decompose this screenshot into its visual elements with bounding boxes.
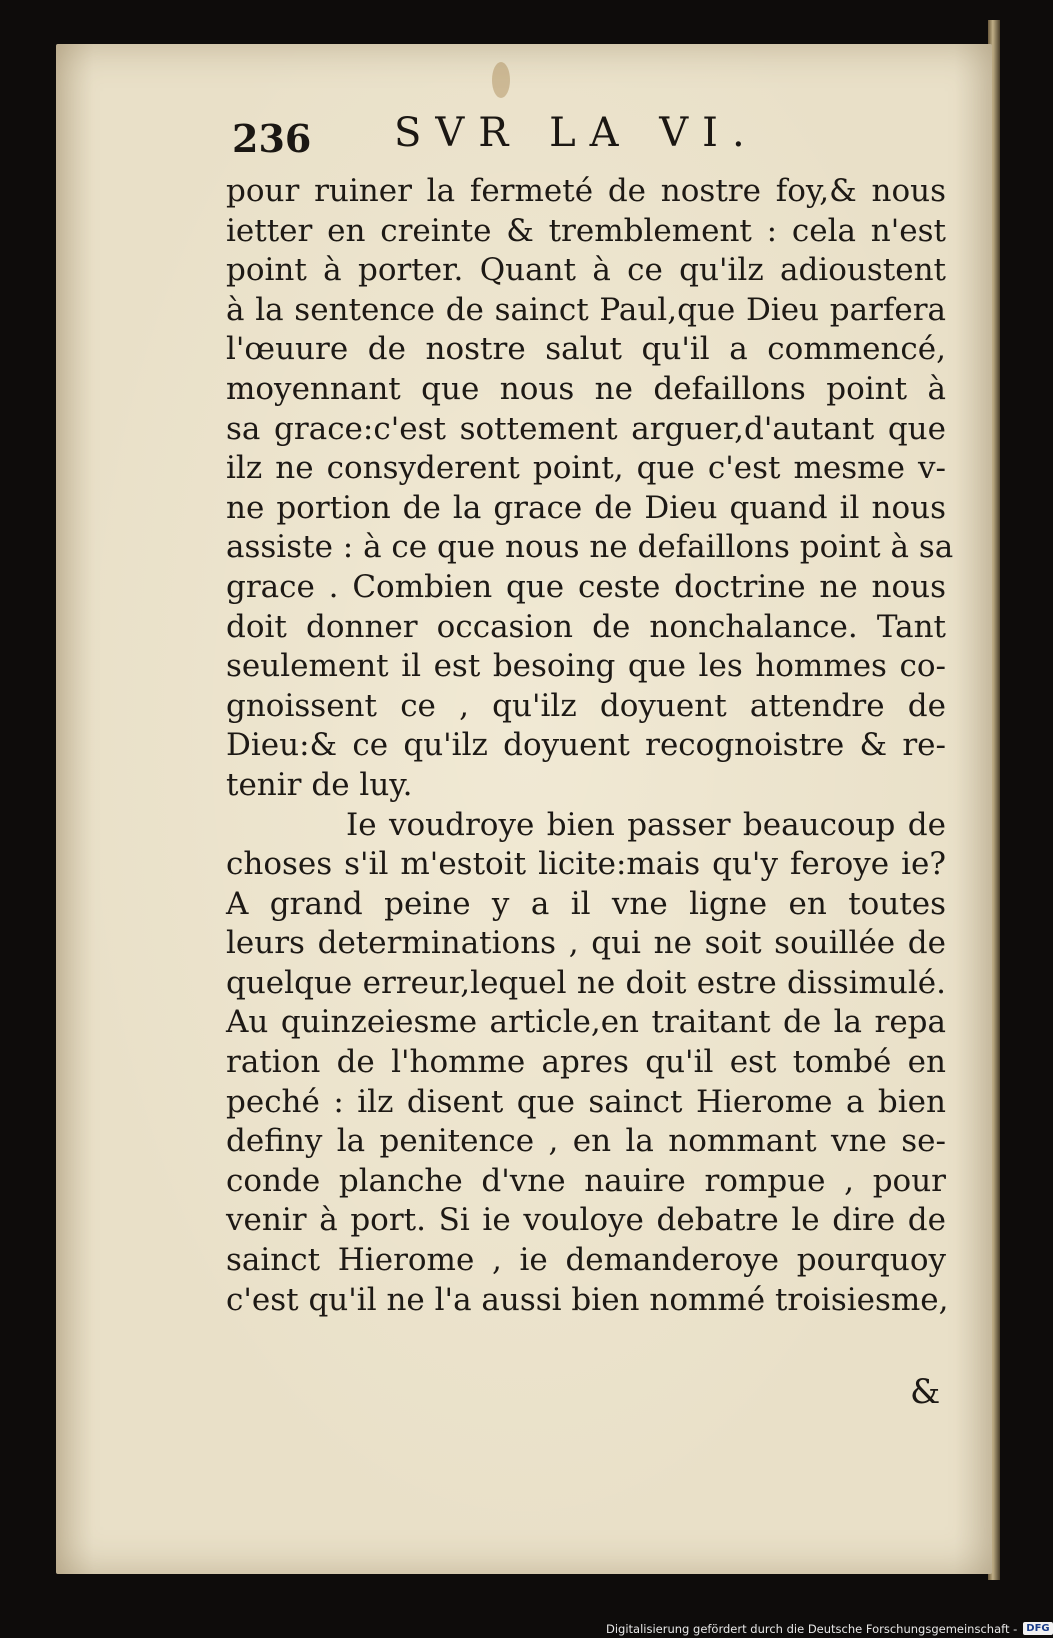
text-line: Au quinzeiesme article,en traitant de la repa xyxy=(226,1004,946,1041)
credit-text: Digitalisierung gefördert durch die Deutsche Forschungsgemeinschaft - xyxy=(606,1621,1018,1636)
catchword: & xyxy=(910,1372,941,1412)
text-line: doit donner occasion de nonchalance. Tant xyxy=(226,608,946,645)
digitization-credit xyxy=(606,1619,1053,1638)
text-line: gnoissent ce , qu'ilz doyuent attendre de xyxy=(226,687,946,724)
text-line: à la sentence de sainct Paul,que Dieu parfera xyxy=(226,291,946,328)
body-text xyxy=(226,172,954,1320)
page-number: 236 xyxy=(232,116,312,161)
text-line: c'est qu'il ne l'a aussi bien nommé troisiesme, xyxy=(226,1281,949,1318)
text-line: assiste : à ce que nous ne defaillons point à sa xyxy=(226,529,954,566)
text-line: grace . Combien que ceste doctrine ne nous xyxy=(226,568,946,605)
text-line: Ie voudroye bien passer beaucoup de xyxy=(346,806,946,843)
text-line: conde planche d'vne nauire rompue , pour xyxy=(226,1162,946,1199)
text-line: l'œuure de nostre salut qu'il a commencé, xyxy=(226,331,946,368)
running-head: SVR LA VI. xyxy=(394,110,759,156)
text-line: ietter en creinte & tremblement : cela n'est xyxy=(226,212,946,249)
text-line: Dieu:& ce qu'ilz doyuent recognoistre & re- xyxy=(226,727,946,764)
text-line: sainct Hierome , ie demanderoye pourquoy xyxy=(226,1242,946,1279)
text-line: pour ruiner la fermeté de nostre foy,& nous xyxy=(226,173,946,209)
text-line: sa grace:c'est sottement arguer,d'autant que xyxy=(226,410,946,447)
text-line: ne portion de la grace de Dieu quand il nous xyxy=(226,489,946,526)
text-line: moyennant que nous ne defaillons point à xyxy=(226,370,946,407)
text-line: quelque erreur,lequel ne doit estre dissimulé. xyxy=(226,964,946,1001)
dfg-logo: DFG xyxy=(1023,1622,1052,1635)
text-line: tenir de luy. xyxy=(226,766,413,803)
paper-stain xyxy=(492,62,510,98)
text-line: choses s'il m'estoit licite:mais qu'y feroye ie? xyxy=(226,846,946,883)
text-line: peché : ilz disent que sainct Hierome a bien xyxy=(226,1083,946,1120)
text-line: ration de l'homme apres qu'il est tombé en xyxy=(226,1044,946,1081)
text-line: leurs determinations , qui ne soit souillée de xyxy=(226,925,946,962)
text-line: point à porter. Quant à ce qu'ilz adioustent xyxy=(226,252,946,289)
text-line: seulement il est besoing que les hommes co- xyxy=(226,648,946,685)
text-line: definy la penitence , en la nommant vne se- xyxy=(226,1123,946,1160)
text-line: A grand peine y a il vne ligne en toutes xyxy=(226,885,946,922)
text-line: ilz ne consyderent point, que c'est mesme v- xyxy=(226,450,946,487)
page-header xyxy=(232,110,932,170)
text-line: venir à port. Si ie vouloye debatre le dire de xyxy=(226,1202,946,1239)
